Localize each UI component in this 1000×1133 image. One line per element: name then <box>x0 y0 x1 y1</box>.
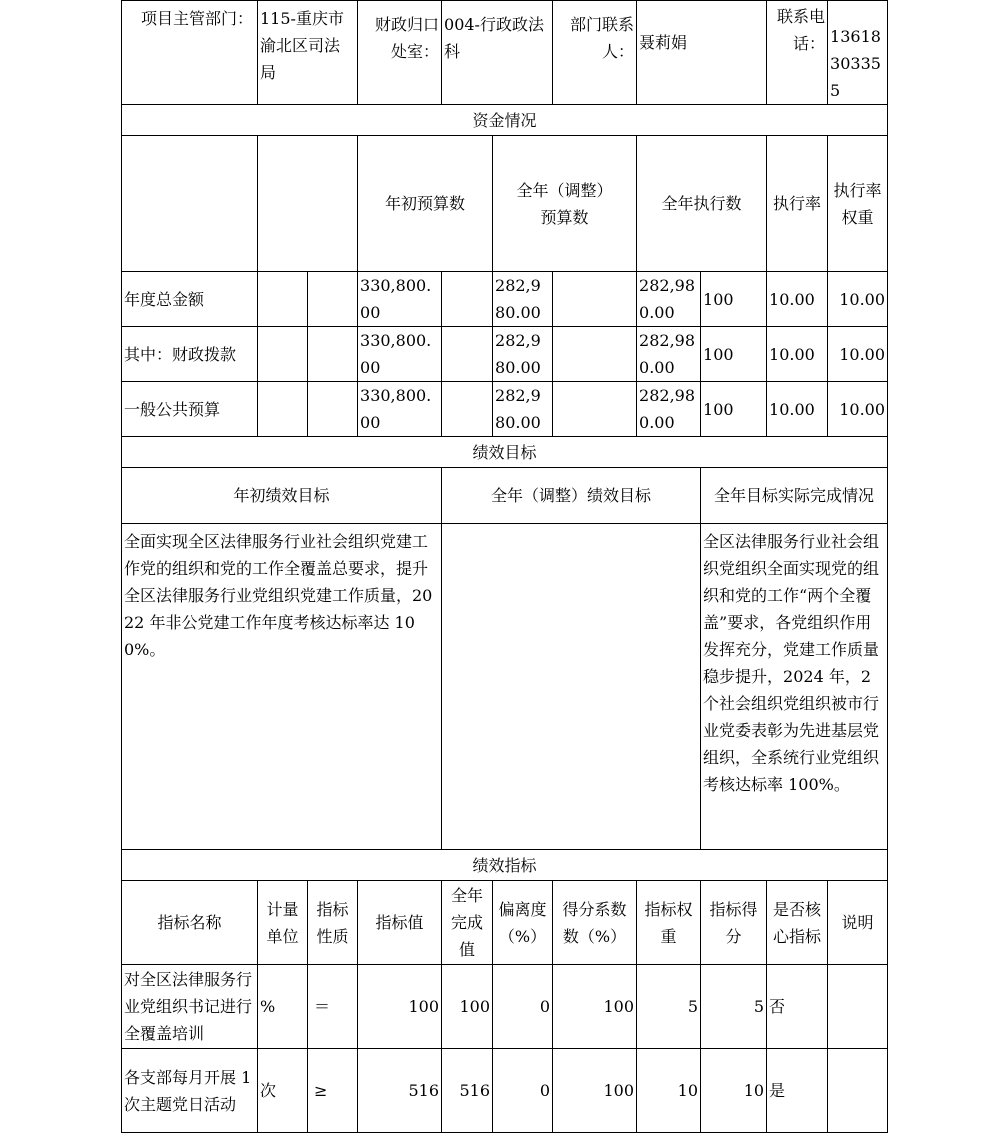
funds-blank-a <box>258 327 308 382</box>
ind-row-nature: ≥ <box>308 1049 358 1133</box>
ind-row-weight: 5 <box>637 965 701 1049</box>
goals-actual-text: 全区法律服务行业社会组织党组织全面实现党的组织和党的工作“两个全覆盖”要求，各党组织作用发挥充分，党建工作质量稳步提升，2024 年，2 个社会组织党组织被市行业党委表彰为先进基层党组织，全系统行业党组织考核达标率 100%。 <box>701 524 888 850</box>
funds-row-score: 10.00 <box>828 272 888 327</box>
report-table <box>121 0 888 1133</box>
funds-row-rate: 100 <box>701 272 767 327</box>
indicator-row <box>122 965 888 1049</box>
funds-row <box>122 382 888 437</box>
funds-row-score: 10.00 <box>828 382 888 437</box>
ind-col-score: 指标得分 <box>701 881 767 965</box>
indicators-section-row <box>122 850 888 881</box>
ind-row-weight: 10 <box>637 1049 701 1133</box>
funds-row-executed: 282,980.00 <box>637 382 701 437</box>
funds-row-weight: 10.00 <box>767 382 828 437</box>
funds-blank-b <box>308 327 358 382</box>
funds-blank-d <box>553 327 637 382</box>
funds-row-executed: 282,980.00 <box>637 272 701 327</box>
ind-row-name: 对全区法律服务行业党组织书记进行全覆盖培训 <box>122 965 258 1049</box>
ind-col-core: 是否核心指标 <box>767 881 828 965</box>
ind-row-note <box>828 1049 888 1133</box>
ind-col-coef: 得分系数数（%） <box>553 881 637 965</box>
ind-row-name: 各支部每月开展 1 次主题党日活动 <box>122 1049 258 1133</box>
funds-blank-c <box>442 327 493 382</box>
ind-col-completed: 全年完成值 <box>442 881 493 965</box>
ind-row-unit: % <box>258 965 308 1049</box>
goals-col-initial: 年初绩效目标 <box>122 468 442 524</box>
ind-row-coef: 100 <box>553 965 637 1049</box>
goals-col-actual: 全年目标实际完成情况 <box>701 468 888 524</box>
funds-row-label: 年度总金额 <box>122 272 258 327</box>
contact-value: 聂莉娟 <box>637 1 767 105</box>
ind-row-deviation: 0 <box>493 965 553 1049</box>
ind-col-name: 指标名称 <box>122 881 258 965</box>
funds-col-initial: 年初预算数 <box>358 136 493 272</box>
funds-row-rate: 100 <box>701 327 767 382</box>
funds-col-executed: 全年执行数 <box>637 136 767 272</box>
funds-row-initial: 330,800.00 <box>358 327 442 382</box>
funds-blank-d <box>553 382 637 437</box>
header-row <box>122 1 888 105</box>
funds-blank-c <box>442 272 493 327</box>
funds-col-rate: 执行率 <box>767 136 828 272</box>
ind-col-note: 说明 <box>828 881 888 965</box>
office-label: 财政归口处室： <box>358 1 442 105</box>
funds-row-initial: 330,800.00 <box>358 272 442 327</box>
ind-col-weight: 指标权重 <box>637 881 701 965</box>
funds-row-label: 其中：财政拨款 <box>122 327 258 382</box>
funds-row-adjusted: 282,980.00 <box>493 327 553 382</box>
funds-row-adjusted: 282,980.00 <box>493 382 553 437</box>
ind-row-core: 是 <box>767 1049 828 1133</box>
goals-section-row <box>122 437 888 468</box>
ind-row-note <box>828 965 888 1049</box>
ind-row-target: 516 <box>358 1049 442 1133</box>
funds-col-adjusted: 全年（调整）预算数 <box>493 136 637 272</box>
funds-section-row <box>122 105 888 136</box>
funds-blank-d <box>553 272 637 327</box>
phone-label: 联系电话： <box>767 1 828 105</box>
funds-blank-a <box>258 272 308 327</box>
ind-row-coef: 100 <box>553 1049 637 1133</box>
ind-row-nature: ＝ <box>308 965 358 1049</box>
funds-blank-a <box>258 382 308 437</box>
ind-row-target: 100 <box>358 965 442 1049</box>
funds-col-weight: 执行率权重 <box>828 136 888 272</box>
goals-section-title: 绩效目标 <box>122 437 888 468</box>
funds-blank-b <box>308 272 358 327</box>
ind-row-unit: 次 <box>258 1049 308 1133</box>
indicators-section-title: 绩效指标 <box>122 850 888 881</box>
goals-initial-text: 全面实现全区法律服务行业社会组织党建工作党的组织和党的工作全覆盖总要求，提升全区法律服务行业党组织党建工作质量，2022 年非公党建工作年度考核达标率达 100%。 <box>122 524 442 850</box>
funds-row-weight: 10.00 <box>767 327 828 382</box>
funds-row <box>122 272 888 327</box>
ind-col-nature: 指标性质 <box>308 881 358 965</box>
office-value: 004-行政政法科 <box>442 1 553 105</box>
ind-row-completed: 100 <box>442 965 493 1049</box>
funds-row-executed: 282,980.00 <box>637 327 701 382</box>
funds-blank-c <box>442 382 493 437</box>
goals-content-row <box>122 524 888 850</box>
funds-row-weight: 10.00 <box>767 272 828 327</box>
funds-blank-b <box>308 382 358 437</box>
funds-row-adjusted: 282,980.00 <box>493 272 553 327</box>
dept-label: 项目主管部门： <box>122 1 258 105</box>
funds-header-blank-1 <box>122 136 258 272</box>
performance-report-table <box>121 0 887 1114</box>
funds-header-row <box>122 136 888 272</box>
funds-row-initial: 330,800.00 <box>358 382 442 437</box>
funds-row <box>122 327 888 382</box>
goals-col-adjusted: 全年（调整）绩效目标 <box>442 468 701 524</box>
phone-value: 13618303355 <box>828 1 888 105</box>
funds-row-rate: 100 <box>701 382 767 437</box>
ind-col-deviation: 偏离度（%） <box>493 881 553 965</box>
indicator-row <box>122 1049 888 1133</box>
funds-header-blank-2 <box>258 136 358 272</box>
funds-row-label: 一般公共预算 <box>122 382 258 437</box>
ind-row-core: 否 <box>767 965 828 1049</box>
funds-section-title: 资金情况 <box>122 105 888 136</box>
ind-row-deviation: 0 <box>493 1049 553 1133</box>
goals-header-row <box>122 468 888 524</box>
goals-adjusted-text <box>442 524 701 850</box>
contact-label: 部门联系人： <box>553 1 637 105</box>
ind-row-completed: 516 <box>442 1049 493 1133</box>
ind-col-target: 指标值 <box>358 881 442 965</box>
ind-col-unit: 计量单位 <box>258 881 308 965</box>
funds-row-score: 10.00 <box>828 327 888 382</box>
ind-row-score: 10 <box>701 1049 767 1133</box>
dept-value: 115-重庆市渝北区司法局 <box>258 1 358 105</box>
ind-row-score: 5 <box>701 965 767 1049</box>
indicators-header-row <box>122 881 888 965</box>
